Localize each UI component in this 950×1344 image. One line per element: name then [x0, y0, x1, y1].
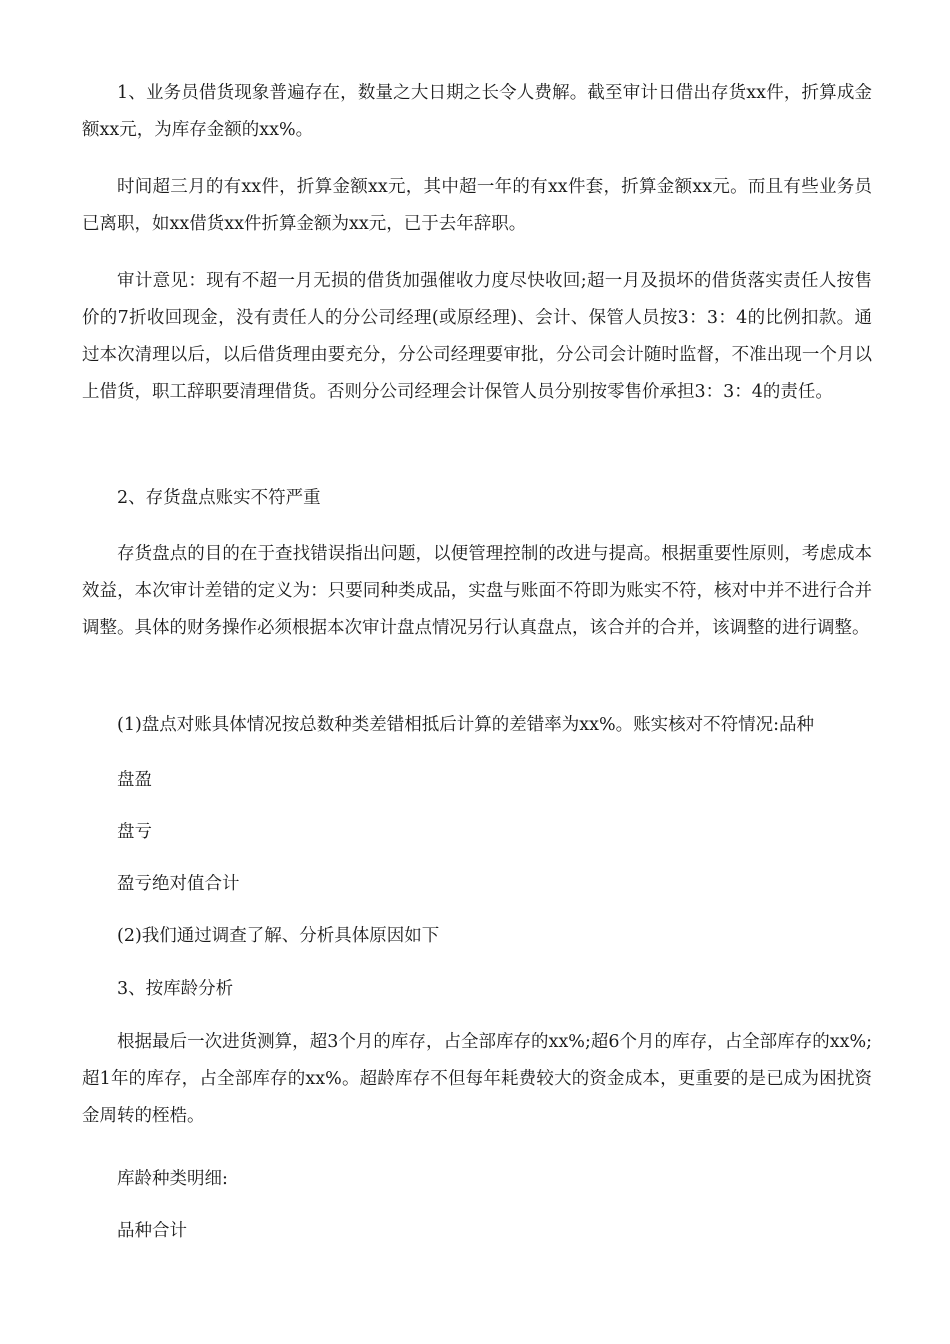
- paragraph-inventory-purpose: 存货盘点的目的在于查找错误指出问题，以便管理控制的改进与提高。根据重要性原则，考虑成本效益，本次审计差错的定义为：只要同种类成品，实盘与账面不符即为账实不符，核对中并不进行合并调整。具体的财务操作必须根据本次审计盘点情况另行认真盘点，该合并的合并，该调整的进行调整。: [82, 544, 872, 638]
- label-surplus: 盘盈: [117, 770, 152, 790]
- paragraph-borrowed-goods: 1、业务员借货现象普遍存在，数量之大日期之长令人费解。截至审计日借出存货xx件，折算成金额xx元，为库存金额的xx%。: [82, 83, 872, 140]
- label-category-total: 品种合计: [117, 1221, 187, 1241]
- label-absolute-total: 盈亏绝对值合计: [117, 874, 240, 894]
- label-age-detail: 库龄种类明细:: [117, 1169, 228, 1189]
- paragraph-age-analysis: 根据最后一次进货测算，超3个月的库存，占全部库存的xx%;超6个月的库存，占全部库存的xx%;超1年的库存，占全部库存的xx%。超龄库存不但每年耗费较大的资金成本，更重要的是已成为困扰资金周转的桎梏。: [82, 1032, 872, 1126]
- heading-inventory-age: 3、按库龄分析: [117, 979, 234, 999]
- paragraph-cause-analysis: (2)我们通过调查了解、分析具体原因如下: [117, 926, 440, 946]
- paragraph-overdue-borrowing: 时间超三月的有xx件，折算金额xx元，其中超一年的有xx件套，折算金额xx元。而且有些业务员已离职，如xx借货xx件折算金额为xx元，已于去年辞职。: [82, 177, 872, 234]
- paragraph-audit-opinion: 审计意见：现有不超一月无损的借货加强催收力度尽快收回;超一月及损坏的借货落实责任人按售价的7折收回现金，没有责任人的分公司经理(或原经理)、会计、保管人员按3：3：4的比例扣款。通过本次清理以后，以后借货理由要充分，分公司经理要审批，分公司会计随时监督，不准出现一个月以上借货，职工辞职要清理借货。否则分公司经理会计保管人员分别按零售价承担3：3：4的责任。: [82, 271, 872, 402]
- label-deficit: 盘亏: [117, 822, 152, 842]
- paragraph-count-detail: (1)盘点对账具体情况按总数种类差错相抵后计算的差错率为xx%。账实核对不符情况:品种: [117, 715, 815, 735]
- heading-inventory-count: 2、存货盘点账实不符严重: [117, 488, 321, 508]
